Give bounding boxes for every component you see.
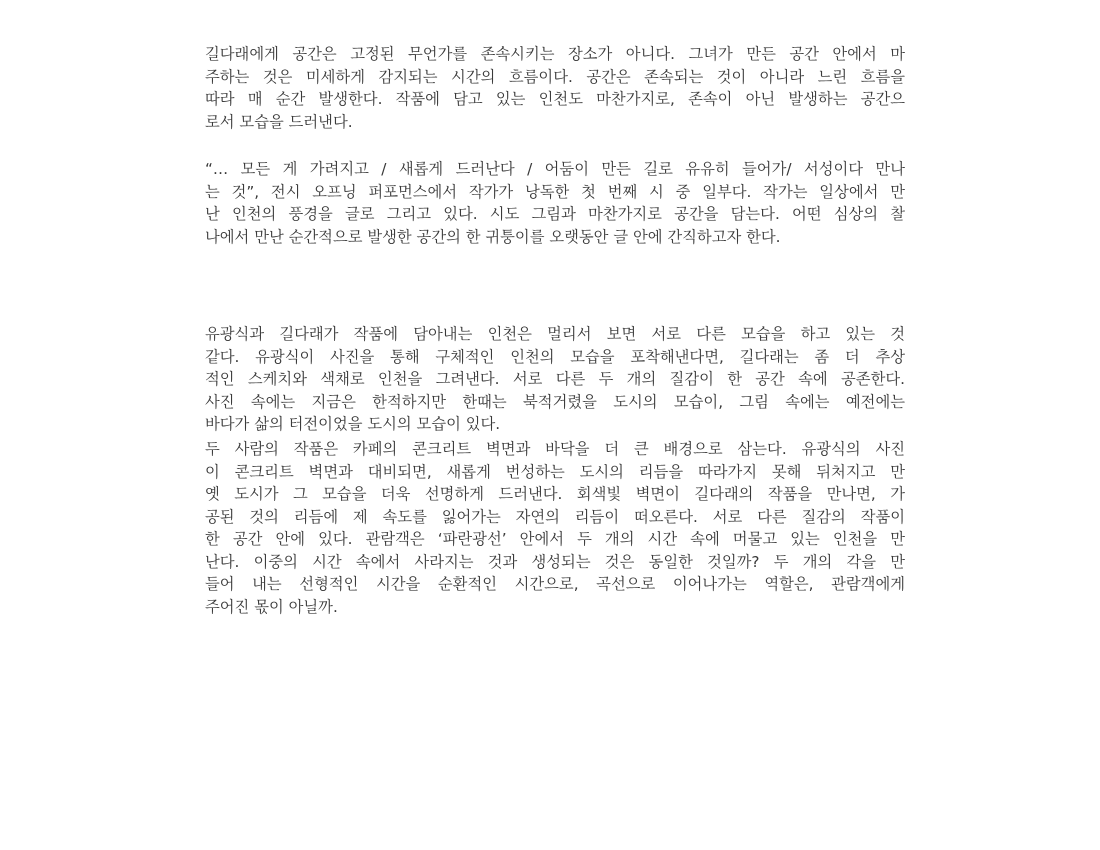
paragraph-line: 길다래에게 공간은 고정된 무언가를 존속시키는 장소가 아니다. 그녀가 만든 공간 안에서 마 [205, 45, 905, 63]
paragraph-line: 유광식과 길다래가 작품에 담아내는 인천은 멀리서 보면 서로 다른 모습을 하고 있는 것 [205, 325, 905, 343]
paragraph-line: 옛 도시가 그 모습을 더욱 선명하게 드러낸다. 회색빛 벽면이 길다래의 작품을 만나면, 가 [205, 485, 905, 503]
paragraph-line: 들어 내는 선형적인 시간을 순환적인 시간으로, 곡선으로 이어나가는 역할은, 관람객에게 [205, 575, 905, 593]
paragraph-line: “… 모든 게 가려지고 / 새롭게 드러난다 / 어둠이 만든 길로 유유히 들어가/ 서성이다 만나 [205, 160, 905, 178]
paragraph-line: 사진 속에는 지금은 한적하지만 한때는 북적거렸을 도시의 모습이, 그림 속에는 예전에는 [205, 392, 906, 411]
paragraph-line: 한 공간 안에 있다. 관람객은 ‘파란광선’ 안에서 두 개의 시간 속에 머물고 있는 인천을 만 [205, 530, 905, 548]
paragraph-line: 난다. 이중의 시간 속에서 사라지는 것과 생성되는 것은 동일한 것일까? 두 개의 각을 만 [205, 552, 905, 571]
paragraph-line: 는 것”, 전시 오프닝 퍼포먼스에서 작가가 낭독한 첫 번째 시 중 일부다. 작가는 일상에서 만 [205, 182, 905, 201]
paragraph-line: 나에서 만난 순간적으로 발생한 공간의 한 귀퉁이를 오랫동안 글 안에 간직하고자 한다. [205, 227, 781, 246]
paragraph-line: 따라 매 순간 발생한다. 작품에 담고 있는 인천도 마찬가지로, 존속이 아닌 발생하는 공간으 [205, 90, 905, 108]
paragraph-line: 같다. 유광식이 사진을 통해 구체적인 인천의 모습을 포착해낸다면, 길다래는 좀 더 추상 [205, 347, 905, 366]
paragraph-line: 난 인천의 풍경을 글로 그리고 있다. 시도 그림과 마찬가지로 공간을 담는다. 어떤 심상의 찰 [205, 205, 905, 223]
paragraph-line: 바다가 삶의 터전이었을 도시의 모습이 있다. [205, 415, 501, 433]
paragraph-2 [205, 158, 905, 248]
paragraph-line: 주어진 몫이 아닐까. [205, 597, 338, 616]
paragraph-1 [205, 43, 905, 133]
paragraph-line: 로서 모습을 드러낸다. [205, 112, 353, 131]
paragraph-line: 주하는 것은 미세하게 감지되는 시간의 흐름이다. 공간은 존속되는 것이 아니라 느린 흐름을 [205, 67, 905, 86]
paragraph-3 [205, 323, 905, 436]
paragraph-line: 공된 것의 리듬에 제 속도를 잃어가는 자연의 리듬이 떠오른다. 서로 다른 질감의 작품이 [205, 507, 905, 526]
paragraph-4 [205, 438, 905, 618]
paragraph-line: 적인 스케치와 색채로 인천을 그려낸다. 서로 다른 두 개의 질감이 한 공간 속에 공존한다. [205, 370, 905, 388]
paragraph-line: 두 사람의 작품은 카페의 콘크리트 벽면과 바닥을 더 큰 배경으로 삼는다. 유광식의 사진 [205, 440, 905, 458]
paragraph-line: 이 콘크리트 벽면과 대비되면, 새롭게 번성하는 도시의 리듬을 따라가지 못해 뒤처지고 만 [205, 462, 905, 481]
